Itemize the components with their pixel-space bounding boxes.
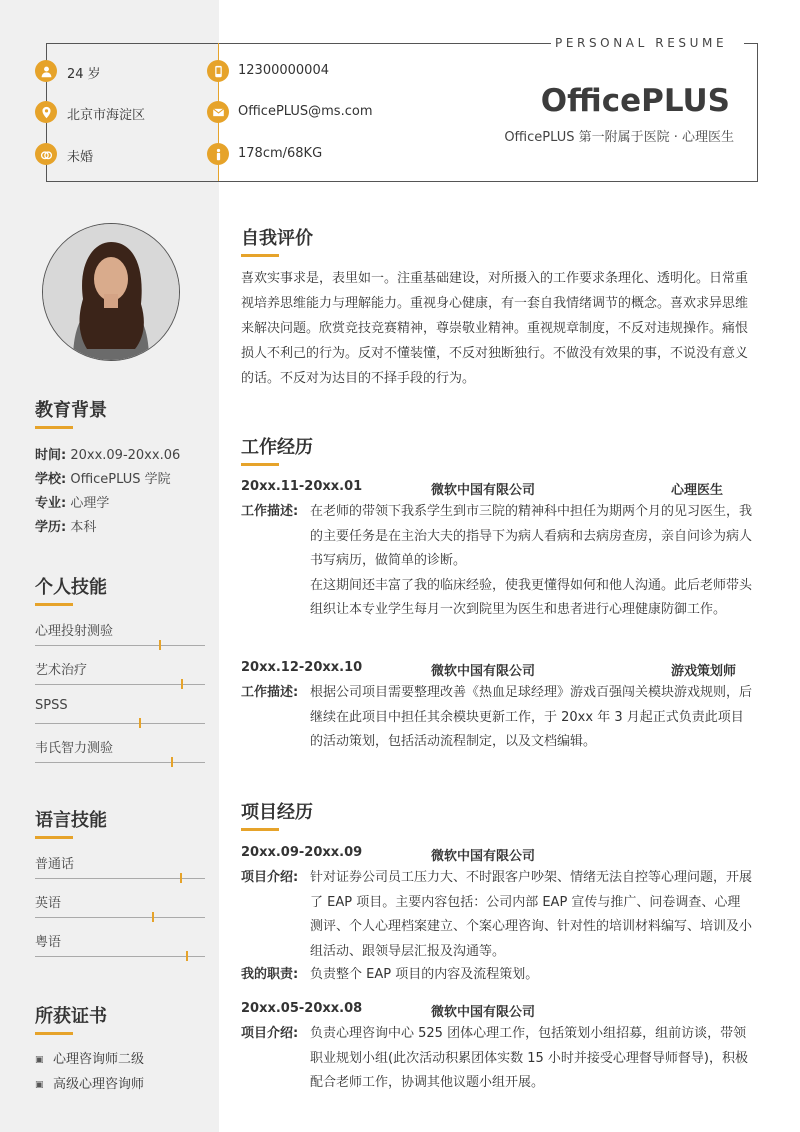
- project-company: 微软中国有限公司: [431, 849, 536, 864]
- language-level-marker: [152, 912, 154, 922]
- email-icon: [207, 101, 229, 123]
- projects-underline: [241, 828, 279, 831]
- project-period: 20xx.05-20xx.08: [241, 1001, 363, 1016]
- language-label: 普通话: [35, 857, 75, 872]
- skill-bar: [35, 762, 205, 763]
- skill-label: SPSS: [35, 698, 68, 713]
- education-major: 专业: 心理学: [35, 496, 110, 511]
- job-description: 工作描述: 在老师的带领下我系学生到市三院的精神科中担任为期两个月的见习医生，我的主要任务是在主治大夫的指导下为病人看病和去病房查房，亲自问诊为病人书写病历，做简单的诊断。 在这期间还丰富了我的临床经验，使我更懂得如何和他人沟通。此后老师带头组织让本专业学生每月一次到院里为医生和患者进行心理健康防御工作。: [241, 500, 753, 623]
- self-eval-title: 自我评价: [241, 228, 313, 249]
- project-period: 20xx.09-20xx.09: [241, 845, 363, 860]
- location-text: 北京市海淀区: [67, 108, 146, 123]
- job-desc-paragraph: 在老师的带领下我系学生到市三院的精神科中担任为期两个月的见习医生，我的主要任务是在主治大夫的指导下为病人看病和去病房查房，亲自问诊为病人书写病历，做简单的诊断。: [310, 504, 753, 568]
- self-eval-underline: [241, 254, 279, 257]
- body-text: 178cm/68KG: [238, 146, 323, 161]
- certificates-title: 所获证书: [35, 1006, 107, 1027]
- job-company: 微软中国有限公司: [431, 483, 536, 498]
- projects-title: 项目经历: [241, 802, 313, 823]
- header-frame-bottom: [46, 181, 758, 182]
- header-frame-top-right: [744, 43, 758, 44]
- marital-text: 未婚: [67, 150, 94, 165]
- age-text: 24 岁: [67, 67, 101, 82]
- location-pin-icon: [35, 101, 57, 123]
- job-header: [241, 479, 746, 499]
- skill-bar: [35, 684, 205, 685]
- job-company: 微软中国有限公司: [431, 664, 536, 679]
- phone-icon: [207, 60, 229, 82]
- rings-icon: [35, 143, 57, 165]
- height-weight-icon: [207, 143, 229, 165]
- person-icon: [35, 60, 57, 82]
- resume-label: PERSONAL RESUME: [555, 36, 728, 50]
- job-role: 游戏策划师: [671, 664, 737, 679]
- sidebar: [0, 0, 219, 1132]
- job-description: 工作描述: 根据公司项目需要整理改善《热血足球经理》游戏百强闯关模块游戏规则，后继续在此项目中担任其余模块更新工作，于 20xx 年 3 月起正式负责此项目的活动策划，包括活动流程制定，以及文档编辑。: [241, 681, 753, 755]
- skill-label: 艺术治疗: [35, 663, 88, 678]
- project-company: 微软中国有限公司: [431, 1005, 536, 1020]
- project-header: [241, 1001, 746, 1021]
- job-period: 20xx.12-20xx.10: [241, 660, 363, 675]
- language-level-marker: [180, 873, 182, 883]
- project-duty: 我的职责: 负责整个 EAP 项目的内容及流程策划。: [241, 967, 539, 982]
- resume-name: OfficePLUS: [540, 83, 730, 119]
- project-intro: 项目介绍: 负责心理咨询中心 525 团体心理工作，包括策划小组招募，组前访谈，带领职业规划小组(此次活动积累团体实数 15 小时并接受心理督导师督导)，积极配合老师工作，协调其他议题小组开展。: [241, 1026, 748, 1090]
- education-school: 学校: OfficePLUS 学院: [35, 472, 171, 487]
- job-desc-paragraph: 在这期间还丰富了我的临床经验，使我更懂得如何和他人沟通。此后老师带头组织让本专业学生每月一次到院里为医生和患者进行心理健康防御工作。: [310, 577, 753, 617]
- languages-title: 语言技能: [35, 810, 107, 831]
- self-eval-text: 喜欢实事求是，表里如一。注重基础建设，对所摄入的工作要求条理化、透明化。日常重视培养思维能力与理解能力。重视身心健康，有一套自我情绪调节的概念。喜欢求异思维来解决问题。欣赏竞技竞赛精神，尊崇敬业精神。重视规章制度，不反对违规操作。痛恨损人不利己的行为。反对不懂装懂，不反对独断独行。不做没有效果的事，不说没有意义的话。不反对为达目的不择手段的行为。: [241, 271, 749, 386]
- language-label: 粤语: [35, 935, 62, 950]
- language-level-marker: [186, 951, 188, 961]
- job-desc-paragraph: 根据公司项目需要整理改善《热血足球经理》游戏百强闯关模块游戏规则，后继续在此项目中担任其余模块更新工作，于 20xx 年 3 月起正式负责此项目的活动策划，包括活动流程制定，以及文档编辑。: [310, 685, 753, 749]
- phone-text: 12300000004: [238, 63, 329, 78]
- skill-level-marker: [181, 679, 183, 689]
- education-underline: [35, 426, 73, 429]
- job-period: 20xx.11-20xx.01: [241, 479, 363, 494]
- avatar: [42, 223, 180, 361]
- skill-level-marker: [171, 757, 173, 767]
- header-frame-right: [757, 43, 758, 181]
- resume-subtitle: OfficePLUS 第一附属于医院 · 心理医生: [504, 130, 734, 145]
- skill-label: 心理投射测验: [35, 624, 114, 639]
- education-degree: 学历: 本科: [35, 520, 97, 535]
- header-frame-top: [46, 43, 551, 44]
- work-title: 工作经历: [241, 437, 313, 458]
- language-bar: [35, 956, 205, 957]
- skills-underline: [35, 603, 73, 606]
- email-text: OfficePLUS@ms.com: [238, 104, 373, 119]
- skill-level-marker: [139, 718, 141, 728]
- project-intro: 项目介绍: 针对证券公司员工压力大、不时跟客户吵架、情绪无法自控等心理问题，开展了 EAP 项目。主要内容包括：公司内部 EAP 宣传与推广、问卷调查、心理测评、个人心理档案建立、个案心理咨询、针对性的培训材料编写、培训及小组活动、跟领导层汇报及沟通等。: [241, 870, 753, 959]
- certificate-item: ▣ 高级心理咨询师: [35, 1077, 145, 1092]
- certificate-item: ▣ 心理咨询师二级: [35, 1052, 145, 1067]
- skill-bar: [35, 645, 205, 646]
- education-time: 时间: 20xx.09-20xx.06: [35, 448, 181, 463]
- job-role: 心理医生: [671, 483, 724, 498]
- language-bar: [35, 917, 205, 918]
- skill-bar: [35, 723, 205, 724]
- languages-underline: [35, 836, 73, 839]
- work-underline: [241, 463, 279, 466]
- skill-level-marker: [159, 640, 161, 650]
- project-header: [241, 845, 746, 865]
- skill-label: 韦氏智力测验: [35, 741, 114, 756]
- job-header: [241, 660, 746, 680]
- skills-title: 个人技能: [35, 577, 107, 598]
- education-title: 教育背景: [35, 400, 107, 421]
- language-label: 英语: [35, 896, 62, 911]
- language-bar: [35, 878, 205, 879]
- certificates-underline: [35, 1032, 73, 1035]
